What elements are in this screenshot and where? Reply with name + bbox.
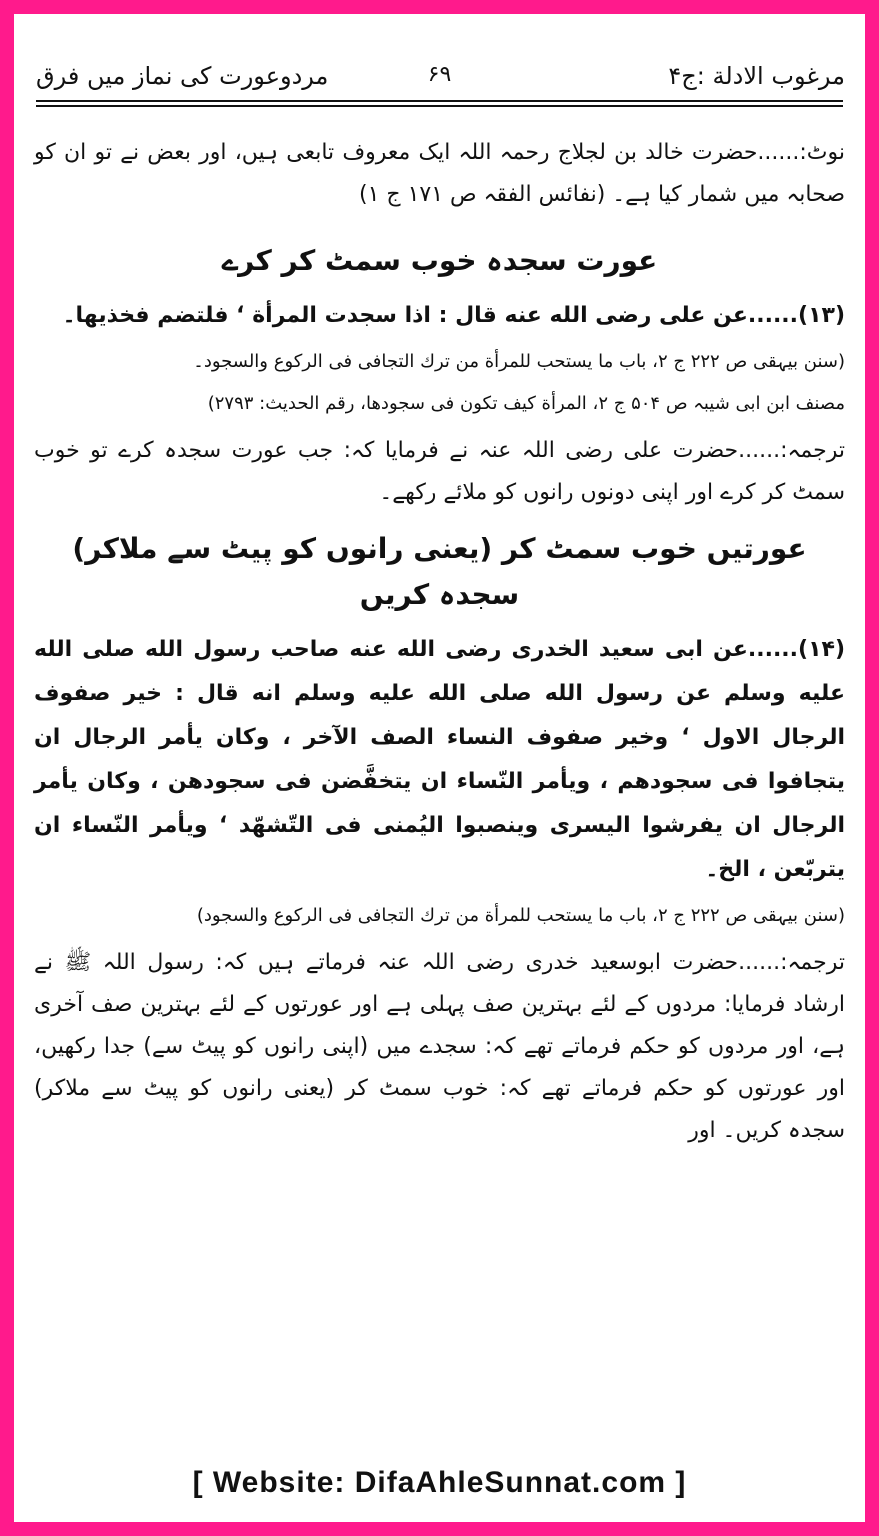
header-rule-top: [36, 100, 843, 102]
hadith-13: (۱۳)......عن علی رضی الله عنه قال : اذا سجدت المرأة ‘ فلتضم فخذيها۔: [62, 303, 845, 328]
header-rule-bottom: [36, 105, 843, 107]
reference-1b: مصنف ابن ابی شیبہ ص ۵۰۴ ج ۲، المرأة كيف تكون فى سجودها، رقم الحديث: ۲۷۹۳): [207, 393, 845, 414]
section-heading-2: عورتیں خوب سمٹ کر (یعنی رانوں کو پیٹ سے ملاکر) سجدہ کریں: [72, 532, 807, 611]
section-heading-1: عورت سجدہ خوب سمٹ کر کرے: [221, 244, 658, 277]
reference-1a: (سنن بیہقی ص ۲۲۲ ج ۲، باب ما يستحب للمرأة من ترك التجافى فى الركوع والسجود۔: [193, 351, 845, 372]
note-paragraph: نوٹ:......حضرت خالد بن لجلاج رحمہ اللہ ایک معروف تابعی ہیں، اور بعض نے تو ان کو صحابہ میں شمار کیا ہے۔ (نفائس الفقہ ص ۱۷۱ ج ۱): [34, 140, 845, 207]
reference-2: (سنن بیہقی ص ۲۲۲ ج ۲، باب ما يستحب للمرأة من ترك التجافى فى الركوع والسجود): [196, 905, 845, 926]
website-footer: [ Website: DifaAhleSunnat.com ]: [192, 1466, 687, 1499]
book-page: [14, 14, 865, 1522]
chapter-title: مردوعورت کی نماز میں فرق: [36, 62, 329, 90]
book-title: مرغوب الادلة :ج۴: [668, 62, 845, 90]
hadith-14: (۱۴)......عن ابى سعيد الخدرى رضى الله عنه صاحب رسول الله صلى الله عليه وسلم عن رسول الله صلى الله عليه وسلم انه قال : خير صفوف الرجال الاول ‘ وخير صفوف النساء الصف الآخر ، وكان يأمر الرجال ان يتجافوا فى سجودهم ، ويأمر النّساء ان يتخفَّضن فى سجودهن ، وكان يأمر الرجال ان يفرشوا اليسرى وينصبوا اليُمنى فى التّشهّد ‘ ويأمر النّساء ان يتربّعن ، الخ۔: [34, 637, 845, 882]
page-content: [34, 132, 845, 1164]
translation-1: ترجمہ:......حضرت علی رضی اللہ عنہ نے فرمایا کہ: جب عورت سجدہ کرے تو خوب سمٹ کر کرے اور اپنی دونوں رانوں کو ملائے رکھے۔: [34, 438, 845, 505]
translation-2: ترجمہ:......حضرت ابوسعید خدری رضی اللہ عنہ فرماتے ہیں کہ: رسول اللہ ﷺ نے ارشاد فرمایا: مردوں کے لئے بہترین صف پہلی ہے اور عورتوں کے لئے بہترین صف آخری ہے، اور مردوں کو حکم فرماتے تھے کہ: سجدے میں (اپنی رانوں کو پیٹ سے) جدا رکھیں، اور عورتوں کو حکم فرماتے تھے کہ: خوب سمٹ کر (یعنی رانوں کو پیٹ سے ملاکر) سجدہ کریں۔ اور: [34, 950, 846, 1143]
page-number: ۶۹: [427, 62, 452, 87]
page-header: [14, 54, 865, 104]
